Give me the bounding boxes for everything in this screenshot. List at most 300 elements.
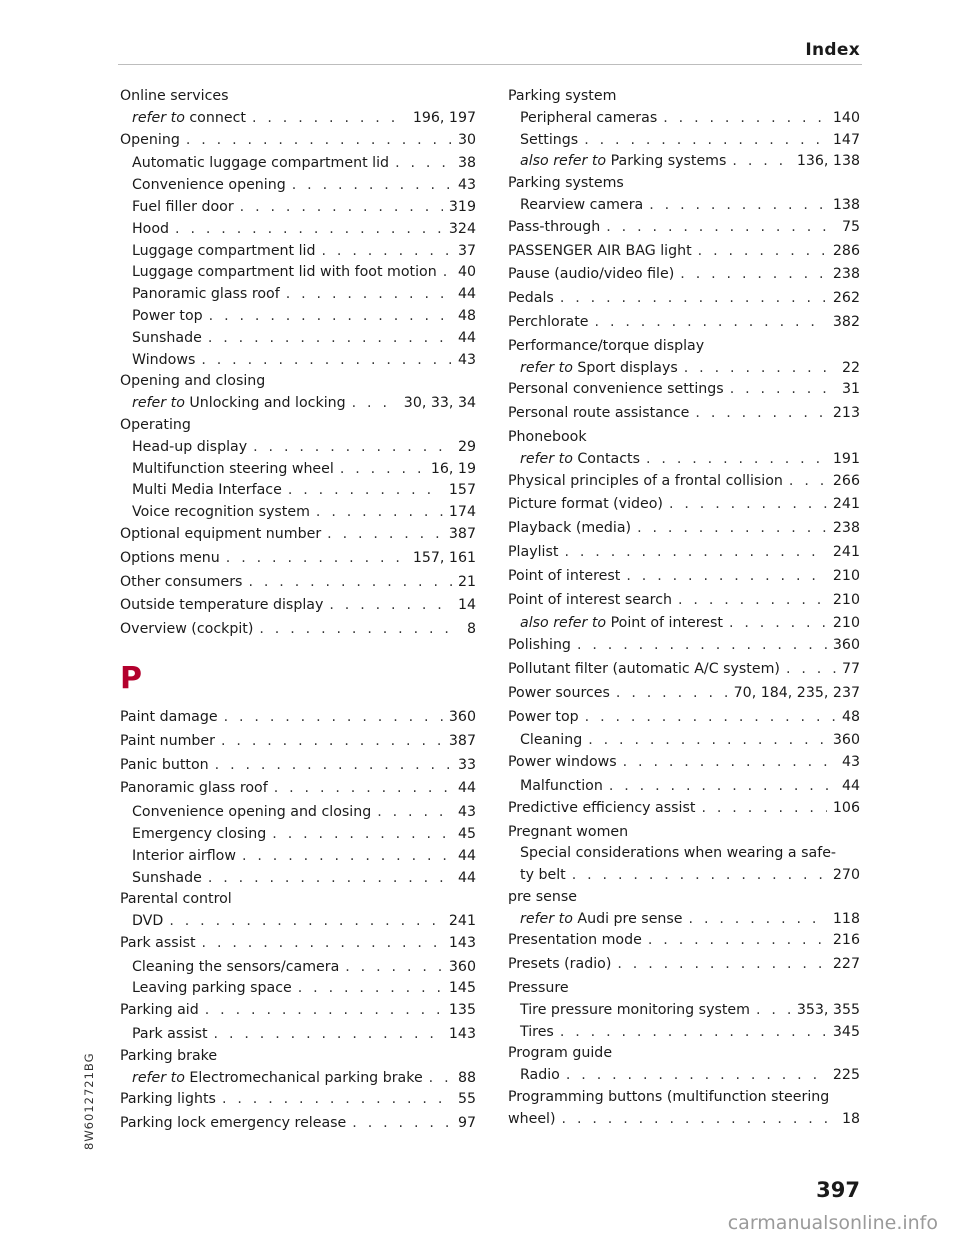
- index-entry-text: Parental control: [120, 891, 232, 908]
- index-column-right: [508, 86, 860, 1133]
- page-reference: 266: [832, 472, 860, 489]
- page-reference: 44: [457, 869, 476, 886]
- dot-leader: [606, 217, 836, 239]
- index-entry-text: Cleaning the sensors/camera: [132, 958, 340, 975]
- index-entry: [508, 379, 860, 401]
- index-entry: [120, 778, 476, 800]
- index-entry-text: Other consumers: [120, 573, 243, 590]
- index-entry: [120, 480, 476, 502]
- index-entry: [508, 822, 860, 844]
- index-entry: [120, 957, 476, 979]
- index-entry-term: [132, 1024, 208, 1046]
- dot-leader: [689, 909, 827, 931]
- index-entry: [120, 284, 476, 306]
- section-letter: P: [120, 660, 142, 696]
- index-entry-text: Fuel filler door: [132, 198, 234, 215]
- watermark: carmanualsonline.info: [727, 1212, 938, 1234]
- page-reference: 30, 33, 34: [403, 395, 476, 412]
- index-entry: [508, 358, 860, 380]
- dot-leader: [345, 957, 443, 979]
- index-entry-term: [132, 824, 266, 846]
- cross-reference-label: refer to: [132, 1069, 185, 1086]
- index-entry-text: Optional equipment number: [120, 525, 322, 542]
- index-entry-term: [520, 730, 582, 752]
- page-reference: 387: [448, 525, 476, 542]
- index-entry-term: [120, 595, 323, 617]
- dot-leader: [201, 350, 452, 372]
- index-entry-text: Point of interest search: [508, 591, 672, 608]
- index-entry-term: [508, 336, 704, 358]
- index-entry-text: DVD: [132, 913, 164, 930]
- index-entry-text: Personal convenience settings: [508, 381, 724, 398]
- index-entry: [120, 130, 476, 152]
- index-entry-term: [508, 566, 620, 588]
- index-entry-term: [132, 868, 202, 890]
- index-entry-term: [508, 822, 628, 844]
- index-entry-term: [120, 619, 253, 641]
- index-entry-text: Playback (media): [508, 520, 632, 537]
- index-entry: [508, 173, 860, 195]
- index-entry: [508, 1065, 860, 1087]
- index-entry: [508, 336, 860, 358]
- dot-leader: [377, 802, 452, 824]
- index-entry-term: [508, 241, 692, 263]
- dot-leader: [623, 752, 836, 774]
- index-entry-term: [132, 241, 316, 263]
- dot-leader: [637, 518, 827, 540]
- index-entry: [120, 502, 476, 524]
- index-entry-term: [120, 415, 191, 437]
- page-reference: 38: [457, 155, 476, 172]
- page-reference: 360: [448, 958, 476, 975]
- index-entry: [508, 1109, 860, 1131]
- index-entry: [508, 1000, 860, 1022]
- index-entry-text: Cleaning: [520, 732, 583, 749]
- dot-leader: [242, 846, 452, 868]
- cross-reference-label: also refer to: [520, 153, 607, 170]
- index-entry-term: [520, 130, 578, 152]
- dot-leader: [395, 153, 452, 175]
- page-reference: 286: [832, 242, 860, 259]
- index-entry-term: [520, 1022, 554, 1044]
- index-entry-text: Radio: [520, 1067, 560, 1084]
- dot-leader: [292, 175, 452, 197]
- cross-reference-label: refer to: [132, 395, 185, 412]
- page-number: 397: [816, 1178, 860, 1202]
- dot-leader: [564, 542, 826, 564]
- dot-leader: [221, 731, 443, 753]
- index-entry-term: [520, 151, 726, 173]
- page-reference: 44: [457, 286, 476, 303]
- dot-leader: [786, 659, 836, 681]
- page-reference: 22: [841, 359, 860, 376]
- index-entry-text: Parking systems: [606, 153, 727, 170]
- index-entry-text: Convenience opening and closing: [132, 804, 372, 821]
- index-entry: [508, 566, 860, 588]
- index-entry: [508, 542, 860, 564]
- index-entry-term: [508, 930, 642, 952]
- index-entry: [120, 572, 476, 594]
- index-entry-term: [132, 328, 202, 350]
- index-entry-term: [132, 284, 280, 306]
- dot-leader: [215, 755, 452, 777]
- index-entry: [120, 911, 476, 933]
- dot-leader: [701, 798, 826, 820]
- page-reference: 33: [457, 756, 476, 773]
- index-entry: [508, 978, 860, 1000]
- index-entry: [120, 241, 476, 263]
- dot-leader: [286, 284, 452, 306]
- index-entry-text: Pause (audio/video file): [508, 266, 675, 283]
- page-reference: 8: [466, 621, 476, 638]
- page-reference: 55: [457, 1091, 476, 1108]
- index-entry-text: Physical principles of a frontal collision: [508, 472, 783, 489]
- page-reference: 70, 184, 235, 237: [733, 684, 860, 701]
- index-entry-term: [120, 889, 232, 911]
- index-entry: [120, 802, 476, 824]
- dot-leader: [240, 197, 443, 219]
- page-reference: 30: [457, 131, 476, 148]
- page-reference: 270: [832, 867, 860, 884]
- page-reference: 147: [832, 131, 860, 148]
- dot-leader: [730, 379, 836, 401]
- page-reference: 353, 355: [796, 1001, 860, 1018]
- index-entry-term: [132, 802, 371, 824]
- page-reference: 143: [448, 934, 476, 951]
- page-reference: 360: [448, 708, 476, 725]
- dot-leader: [443, 262, 452, 284]
- index-entry-text: Playlist: [508, 543, 559, 560]
- index-entry-text: Windows: [132, 351, 196, 368]
- page-reference: 345: [832, 1023, 860, 1040]
- index-entry-term: [508, 590, 672, 612]
- index-entry-term: [132, 911, 163, 933]
- dot-leader: [259, 619, 461, 641]
- index-entry: [120, 393, 476, 415]
- index-entry-text: wheel): [508, 1110, 556, 1127]
- dot-leader: [322, 241, 452, 263]
- index-entry-term: [508, 887, 577, 909]
- index-entry: [120, 459, 476, 481]
- dot-leader: [202, 933, 443, 955]
- dot-leader: [208, 868, 452, 890]
- index-entry-term: [520, 108, 657, 130]
- index-entry-term: [120, 572, 242, 594]
- index-entry: [508, 130, 860, 152]
- page-reference: 16, 19: [430, 460, 476, 477]
- index-entry-term: [508, 403, 689, 425]
- dot-leader: [684, 358, 836, 380]
- page-reference: 262: [832, 290, 860, 307]
- index-entry-text: Parking system: [508, 88, 617, 104]
- index-entry-term: [132, 219, 169, 241]
- index-entry-term: [508, 1043, 612, 1065]
- index-entry: [120, 707, 476, 729]
- dot-leader: [789, 471, 827, 493]
- index-entry-text: Program guide: [508, 1045, 613, 1062]
- page-reference: 48: [457, 307, 476, 324]
- dot-leader: [205, 1000, 443, 1022]
- index-entry-term: [520, 843, 836, 865]
- index-entry-text: Point of interest: [606, 615, 723, 632]
- index-entry-text: Paint damage: [120, 708, 218, 725]
- page-reference: 45: [457, 825, 476, 842]
- index-entry: [120, 175, 476, 197]
- index-entry: [508, 471, 860, 493]
- index-entry: [120, 731, 476, 753]
- dot-leader: [669, 494, 827, 516]
- index-entry-text: Voice recognition system: [132, 504, 310, 521]
- page-reference: 360: [832, 732, 860, 749]
- dot-leader: [209, 306, 452, 328]
- index-entry-text: Opening: [120, 131, 180, 148]
- index-entry: [120, 1089, 476, 1111]
- index-list-right: [508, 86, 860, 1131]
- index-entry: [508, 195, 860, 217]
- page-reference: 18: [841, 1110, 860, 1127]
- index-entry: [120, 1024, 476, 1046]
- index-entry-text: Contacts: [572, 450, 640, 467]
- dot-leader: [585, 707, 836, 729]
- index-entry: [508, 312, 860, 334]
- index-entry: [120, 548, 476, 570]
- dot-leader: [175, 219, 443, 241]
- index-entry: [508, 494, 860, 516]
- dot-leader: [678, 590, 827, 612]
- index-entry: [508, 1043, 860, 1065]
- dot-leader: [272, 824, 452, 846]
- dot-leader: [253, 437, 452, 459]
- index-entry-text: Parking brake: [120, 1047, 218, 1064]
- page-reference: 43: [841, 754, 860, 771]
- index-entry-text: Multi Media Interface: [132, 482, 282, 499]
- index-entry: [120, 978, 476, 1000]
- page-reference: 143: [448, 1026, 476, 1043]
- dot-leader: [732, 151, 790, 173]
- index-entry-term: [508, 954, 611, 976]
- index-entry-text: Personal route assistance: [508, 405, 690, 422]
- index-entry-term: [120, 933, 196, 955]
- index-entry-text: Presentation mode: [508, 932, 642, 949]
- index-entry-text: Outside temperature display: [120, 597, 324, 614]
- page-reference: 118: [832, 910, 860, 927]
- index-entry-term: [520, 776, 603, 798]
- index-entry-text: Pass-through: [508, 218, 601, 235]
- page-reference: 382: [832, 313, 860, 330]
- index-entry-text: Overview (cockpit): [120, 621, 254, 638]
- index-entry-term: [508, 288, 554, 310]
- dot-leader: [288, 480, 443, 502]
- index-entry-text: Multifunction steering wheel: [132, 460, 334, 477]
- page-reference: 191: [832, 450, 860, 467]
- index-entry-term: [508, 978, 569, 1000]
- index-entry-term: [120, 548, 220, 570]
- index-entry: [508, 843, 860, 865]
- cross-reference-label: refer to: [520, 359, 573, 376]
- dot-leader: [584, 130, 827, 152]
- index-entry: [508, 151, 860, 173]
- page-reference: 140: [832, 109, 860, 126]
- index-entry: [120, 619, 476, 641]
- index-entry: [120, 153, 476, 175]
- dot-leader: [298, 978, 443, 1000]
- index-entry-term: [508, 173, 624, 195]
- page-reference: 387: [448, 732, 476, 749]
- index-entry-term: [132, 1068, 423, 1090]
- dot-leader: [663, 108, 827, 130]
- index-entry-term: [120, 755, 209, 777]
- index-entry-text: Sunshade: [132, 869, 202, 886]
- index-entry-text: Pressure: [508, 980, 569, 997]
- dot-leader: [646, 449, 827, 471]
- index-entry-text: Predictive efficiency assist: [508, 799, 696, 816]
- index-entry-term: [132, 480, 282, 502]
- index-entry-term: [132, 502, 310, 524]
- index-entry-term: [508, 752, 617, 774]
- index-entry: [508, 590, 860, 612]
- index-entry: [508, 707, 860, 729]
- index-entry-term: [132, 350, 195, 372]
- index-entry-text: Parking aid: [120, 1002, 199, 1019]
- index-entry-text: Unlocking and locking: [184, 395, 346, 412]
- cross-reference-label: refer to: [520, 910, 573, 927]
- index-entry-text: Luggage compartment lid with foot motion: [132, 264, 437, 281]
- index-entry-term: [120, 130, 180, 152]
- dot-leader: [226, 548, 407, 570]
- dot-leader: [698, 241, 827, 263]
- index-entry-term: [520, 195, 643, 217]
- index-entry-text: Options menu: [120, 549, 220, 566]
- index-entry-text: Malfunction: [520, 777, 603, 794]
- index-entry-text: Tire pressure monitoring system: [520, 1001, 750, 1018]
- dot-leader: [680, 264, 827, 286]
- page-reference: 210: [832, 615, 860, 632]
- cross-reference-label: also refer to: [520, 615, 607, 632]
- index-entry-term: [508, 707, 579, 729]
- index-entry-text: Tires: [520, 1023, 554, 1040]
- index-entry: [120, 1046, 476, 1068]
- index-entry: [120, 371, 476, 393]
- index-entry: [120, 524, 476, 546]
- dot-leader: [616, 683, 728, 705]
- index-entry-text: Programming buttons (multifunction steering: [508, 1089, 830, 1106]
- index-entry-text: Power top: [508, 708, 579, 725]
- index-entry-term: [508, 494, 663, 516]
- page-reference: 213: [832, 405, 860, 422]
- index-entry-term: [132, 197, 234, 219]
- page-reference: 43: [457, 177, 476, 194]
- index-entry: [508, 217, 860, 239]
- index-entry-term: [132, 437, 247, 459]
- page-reference: 21: [457, 573, 476, 590]
- index-entry: [508, 449, 860, 471]
- index-entry-text: Interior airflow: [132, 847, 236, 864]
- dot-leader: [609, 776, 836, 798]
- dot-leader: [316, 502, 443, 524]
- index-column-left: [120, 86, 476, 1137]
- index-entry-text: Parking lock emergency release: [120, 1115, 347, 1132]
- page-reference: 360: [832, 637, 860, 654]
- dot-leader: [560, 1022, 827, 1044]
- index-entry: [120, 755, 476, 777]
- index-entry: [508, 954, 860, 976]
- index-entry: [120, 868, 476, 890]
- index-entry: [120, 197, 476, 219]
- index-entry-text: Operating: [120, 416, 191, 433]
- index-entry-term: [132, 153, 389, 175]
- index-entry: [508, 1022, 860, 1044]
- index-entry: [508, 613, 860, 635]
- index-entry: [508, 518, 860, 540]
- index-entry-term: [120, 1000, 199, 1022]
- page-reference: 106: [832, 799, 860, 816]
- index-entry-text: Peripheral cameras: [520, 109, 658, 126]
- index-entry-term: [132, 393, 346, 415]
- index-entry-term: [132, 175, 286, 197]
- index-entry-text: PASSENGER AIR BAG light: [508, 242, 692, 259]
- index-entry-text: Pollutant filter (automatic A/C system): [508, 660, 780, 677]
- index-entry-term: [508, 427, 587, 449]
- dot-leader: [352, 1113, 452, 1135]
- dot-leader: [729, 613, 827, 635]
- dot-leader: [626, 566, 827, 588]
- dot-leader: [186, 130, 452, 152]
- index-entry: [120, 219, 476, 241]
- dot-leader: [248, 572, 452, 594]
- index-entry: [120, 595, 476, 617]
- index-entry-term: [520, 449, 640, 471]
- dot-leader: [224, 707, 443, 729]
- index-entry-text: Power top: [132, 307, 203, 324]
- index-entry-text: Emergency closing: [132, 825, 267, 842]
- index-entry-text: Rearview camera: [520, 196, 644, 213]
- index-entry-text: Phonebook: [508, 428, 587, 445]
- index-entry: [508, 798, 860, 820]
- index-entry: [120, 328, 476, 350]
- index-entry-term: [132, 108, 246, 130]
- index-entry-term: [508, 635, 571, 657]
- dot-leader: [560, 288, 827, 310]
- index-entry-text: Paint number: [120, 732, 215, 749]
- index-entry-term: [508, 659, 780, 681]
- index-entry-text: Parking lights: [120, 1091, 216, 1108]
- page-reference: 238: [832, 266, 860, 283]
- index-entry-text: Convenience opening: [132, 177, 286, 194]
- page-reference: 241: [832, 496, 860, 513]
- dot-leader: [562, 1109, 836, 1131]
- index-entry-term: [132, 846, 236, 868]
- index-entry-term: [508, 86, 616, 108]
- document-code: 8W6012721BG: [82, 1052, 96, 1150]
- page-reference: 29: [457, 438, 476, 455]
- dot-leader: [329, 595, 452, 617]
- page-reference: 48: [841, 708, 860, 725]
- index-entry-text: Panoramic glass roof: [132, 286, 280, 303]
- index-entry-term: [508, 518, 631, 540]
- index-entry: [120, 437, 476, 459]
- index-entry-text: Special considerations when wearing a safe-: [520, 845, 837, 862]
- index-entry-text: Sport displays: [572, 359, 678, 376]
- index-entry: [120, 846, 476, 868]
- index-entry-text: Panoramic glass roof: [120, 780, 268, 797]
- page-reference: 44: [841, 777, 860, 794]
- index-entry-text: Performance/torque display: [508, 337, 705, 354]
- header-divider: [118, 64, 862, 65]
- index-entry-term: [132, 459, 334, 481]
- dot-leader: [169, 911, 443, 933]
- dot-leader: [214, 1024, 443, 1046]
- page-reference: 238: [832, 520, 860, 537]
